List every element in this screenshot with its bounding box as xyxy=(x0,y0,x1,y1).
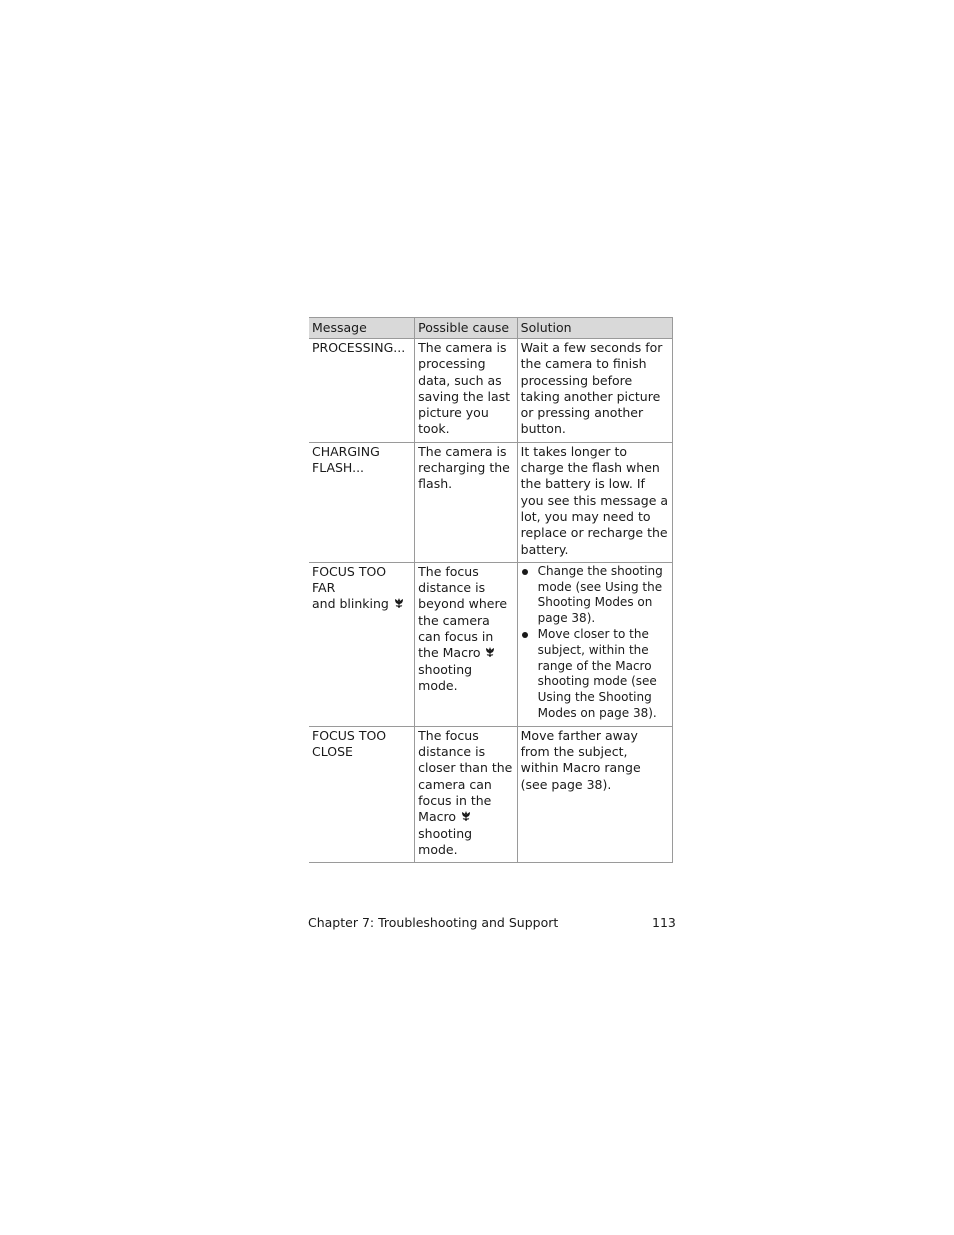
cause-cell xyxy=(415,562,517,726)
solution-cell: Wait a few seconds for the camera to finish processing before taking another picture or pressing another button. xyxy=(517,339,672,443)
table-header-row xyxy=(309,318,673,339)
footer-chapter: Chapter 7: Troubleshooting and Support xyxy=(308,915,559,930)
message-cell xyxy=(309,562,415,726)
table-row xyxy=(309,562,673,726)
list-item: Change the shooting mode (see Using the Shooting Modes on page 38). xyxy=(521,564,669,627)
cause-text: shooting mode. xyxy=(418,825,473,857)
cause-text: shooting mode. xyxy=(418,661,473,693)
cause-cell xyxy=(415,726,517,862)
message-line: and blinking xyxy=(312,596,389,612)
table-row xyxy=(309,442,673,562)
solution-cell: It takes longer to charge the flash when the battery is low. If you see this message a lot, you may need to replace or recharge the battery. xyxy=(517,442,672,562)
page-number: 113 xyxy=(652,915,676,930)
cause-text: The focus distance is beyond where the camera can focus in the Macro xyxy=(418,563,508,661)
cause-text: The focus distance is closer than the camera can focus in the Macro xyxy=(418,727,513,825)
message-cell: CHARGING FLASH... xyxy=(309,442,415,562)
table-row xyxy=(309,726,673,862)
message-cell: PROCESSING... xyxy=(309,339,415,443)
troubleshooting-table xyxy=(309,317,673,863)
cause-cell: The camera is processing data, such as saving the last picture you took. xyxy=(415,339,517,443)
header-possible-cause: Possible cause xyxy=(415,318,517,339)
solution-cell: Move farther away from the subject, within Macro range (see page 38). xyxy=(517,726,672,862)
header-solution: Solution xyxy=(517,318,672,339)
list-item: Move closer to the subject, within the range of the Macro shooting mode (see Using the Shooting Modes on page 38). xyxy=(521,627,669,722)
solution-cell xyxy=(517,562,672,726)
macro-flower-icon xyxy=(460,810,472,822)
macro-flower-icon xyxy=(484,646,496,658)
solution-bullet-list xyxy=(521,564,669,722)
message-cell: FOCUS TOO CLOSE xyxy=(309,726,415,862)
cause-cell: The camera is recharging the flash. xyxy=(415,442,517,562)
header-message: Message xyxy=(309,318,415,339)
table-row xyxy=(309,339,673,443)
macro-flower-icon xyxy=(393,597,405,609)
message-line: FOCUS TOO FAR xyxy=(312,563,387,596)
